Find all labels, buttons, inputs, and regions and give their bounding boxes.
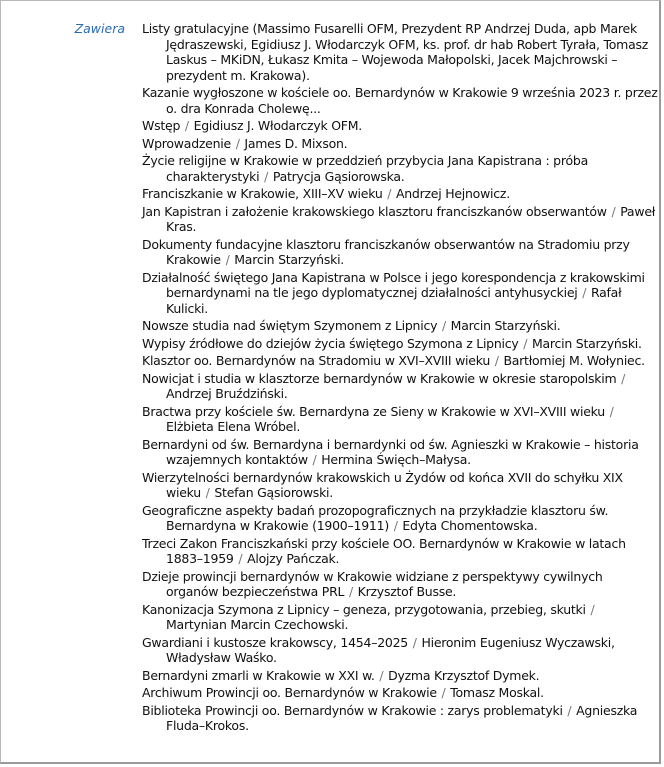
entry-separator: / [611,203,616,219]
contents-entry [142,336,658,352]
entry-title: Jan Kapistran i założenie krakowskiego klasztoru franciszkanów obserwantów [142,203,607,219]
contents-entry [142,536,658,567]
contents-entry [142,85,658,116]
entry-title: Działalność świętego Jana Kapistrana w Polsce i jego korespondencja z krakowskimi bernardynami na tle jego dyplomatycznej działalności antyhusyckiej [142,269,645,300]
entry-author: Stefan Gąsiorowski. [214,485,334,500]
entry-separator: / [441,685,446,700]
contents-entry [142,318,658,334]
entry-author: Marcin Starzyński. [450,318,561,333]
entry-author: Andrzej Bruździński. [166,386,288,401]
entry-title: Franciszkanie w Krakowie, XIII–XV wieku [142,186,383,201]
entry-separator: / [567,702,572,718]
entry-author: Agnieszka Fluda–Krokos. [166,702,638,733]
entry-author: Elżbieta Elena Wróbel. [166,419,301,434]
entry-title: Wierzytelności bernardynów krakowskich u Żydów od końca XVII do schyłku XIX wieku [142,469,623,500]
entry-separator: / [225,252,230,267]
entry-title: Dokumenty fundacyjne klasztoru franciszkanów obserwantów na Stradomiu przy Krakowie [142,236,630,267]
entry-author: Andrzej Hejnowicz. [395,186,510,201]
entry-title: Wypisy źródłowe do dziejów życia świętego Szymona z Lipnicy [142,335,519,351]
entry-author: Marcin Starzyński. [531,335,642,351]
entry-title: Kanonizacja Szymona z Lipnicy – geneza, przygotowania, przebieg, skutki [142,601,586,617]
entry-separator: / [184,118,189,133]
entry-separator: / [523,335,528,351]
entry-title: Wprowadzenie [142,135,231,151]
entry-author: Paweł Kras. [166,203,656,234]
contents-entry [142,186,658,202]
entry-separator: / [264,168,269,184]
contents-entry [142,703,658,734]
contents-entry [142,635,658,666]
contents-entry [142,237,658,268]
entry-separator: / [312,452,317,467]
entry-author: James D. Mixson. [244,135,348,151]
entry-title: Archiwum Prowincji oo. Bernardynów w Krakowie [142,685,437,700]
entry-author: Egidiusz J. Włodarczyk OFM. [193,118,363,133]
entry-title: Listy gratulacyjne (Massimo Fusarelli OFM, Prezydent RP Andrzej Duda, apb Marek Jędraszewski, Egidiusz J. Włodarczyk OFM, ks. prof. dr hab Robert Tyrała, Tomasz Laskus – MKiDN, Łukasz Kmita – Wojewoda Małopolski, Jacek Majchrowski – prezydent m. Krakowa). [142,21,649,83]
entry-author: Dyzma Krzysztof Dymek. [388,667,540,683]
entry-separator: / [235,135,240,151]
entry-title: Bernardyni od św. Bernardyna i bernardynki od św. Agnieszki w Krakowie – historia wzajemnych kontaktów [142,436,639,467]
entry-title: Nowsze studia nad świętym Szymonem z Lipnicy [142,318,438,333]
contents-entry [142,404,658,435]
entry-separator: / [412,634,417,650]
field-label-contents: Zawiera [74,21,125,36]
entry-title: Geograficzne aspekty badań prozopograficznych na przykładzie klasztoru św. Bernardyna w Krakowie (1900–1911) [142,502,609,533]
entry-separator: / [205,485,210,500]
contents-entry [142,668,658,684]
entry-separator: / [387,186,392,201]
contents-list [142,21,658,736]
entry-title: Gwardiani i kustosze krakowscy, 1454–2025 [142,634,409,650]
contents-entry [142,437,658,468]
entry-separator: / [238,551,243,566]
entry-title: Klasztor oo. Bernardynów na Stradomiu w XVI–XVIII wieku [142,353,490,368]
contents-entry [142,21,658,83]
entry-separator: / [621,370,626,386]
entry-separator: / [609,403,614,419]
entry-author: Alojzy Pańczak. [247,551,340,566]
entry-separator: / [393,518,398,533]
entry-title: Bernardyni zmarli w Krakowie w XXI w. [142,667,375,683]
entry-author: Bartłomiej M. Wołyniec. [503,353,645,368]
contents-entry [142,204,658,235]
entry-separator: / [441,318,446,333]
entry-separator: / [379,667,384,683]
contents-entry [142,371,658,402]
entry-title: Życie religijne w Krakowie w przeddzień przybycia Jana Kapistrana : próba charakterystyki [142,153,588,184]
contents-entry [142,153,658,184]
entry-author: Patrycja Gąsiorowska. [272,168,405,184]
entry-author: Hieronim Eugeniusz Wyczawski, Władysław Waśko. [166,634,615,665]
contents-entry [142,569,658,600]
entry-author: Edyta Chomentowska. [402,518,538,533]
entry-separator: / [348,584,353,599]
entry-title: Nowicjat i studia w klasztorze bernardynów w Krakowie w okresie staropolskim [142,370,617,386]
contents-entry [142,470,658,501]
entry-title: Biblioteka Prowincji oo. Bernardynów w Krakowie : zarys problematyki [142,702,563,718]
entry-title: Bractwa przy kościele św. Bernardyna ze Sieny w Krakowie w XVI–XVIII wieku [142,403,605,419]
entry-separator: / [582,285,587,300]
entry-title: Dzieje prowincji bernardynów w Krakowie widziane z perspektywy cywilnych organów bezpieczeństwa PRL [142,568,603,599]
contents-entry [142,136,658,152]
entry-separator: / [590,601,595,617]
entry-title: Wstęp [142,118,181,133]
entry-author: Hermina Święch–Małysa. [321,452,471,467]
contents-entry [142,270,658,317]
contents-entry [142,503,658,534]
entry-author: Krzysztof Busse. [357,584,457,599]
contents-entry [142,353,658,369]
contents-entry [142,118,658,134]
entry-author: Rafał Kulicki. [166,285,622,316]
entry-title: Kazanie wygłoszone w kościele oo. Bernardynów w Krakowie 9 września 2023 r. przez o. dra Konrada Cholewę... [142,85,658,116]
entry-author: Martynian Marcin Czechowski. [166,617,349,632]
contents-entry [142,602,658,633]
entry-title: Trzeci Zakon Franciszkański przy kościele OO. Bernardynów w Krakowie w latach 1883–1959 [142,535,626,566]
entry-author: Tomasz Moskal. [450,685,544,700]
entry-author: Marcin Starzyński. [234,252,345,267]
contents-entry [142,685,658,701]
entry-separator: / [494,353,499,368]
